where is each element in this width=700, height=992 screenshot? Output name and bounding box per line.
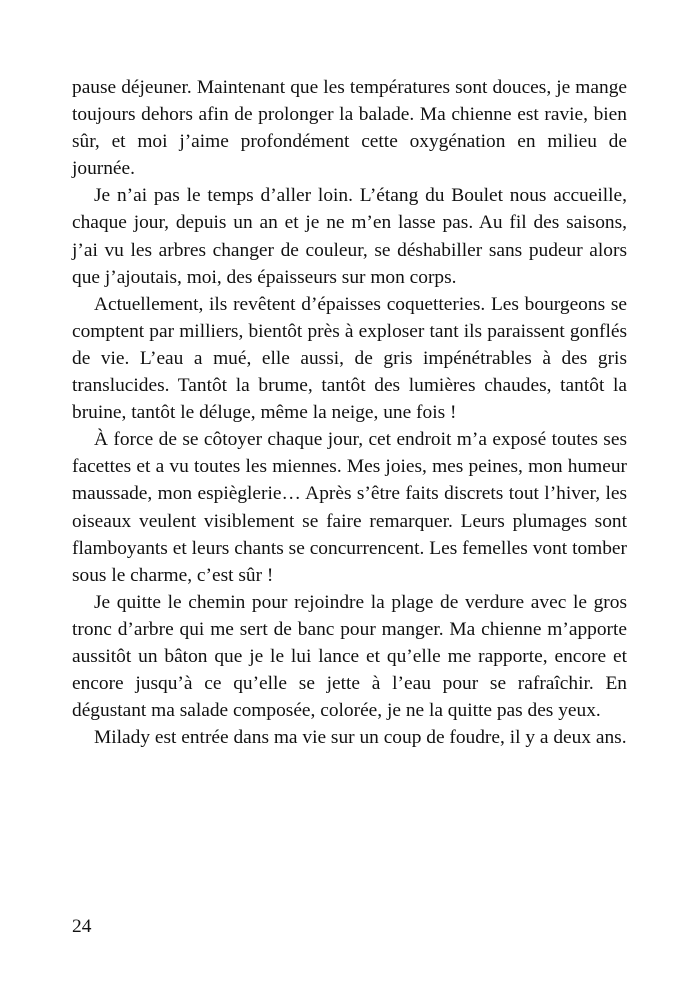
paragraph-4: À force de se côtoyer chaque jour, cet endroit m’a exposé toutes ses facettes et a vu toutes les miennes. Mes joies, mes peines, mon humeur maussade, mon espièglerie… Après s’être faits discrets tout l’hiver, les oiseaux veulent visiblement se faire remarquer. Leurs plumages sont flamboyants et leurs chants se concurrencent. Les femelles vont tomber sous le charme, c’est sûr ! [72, 429, 627, 586]
paragraph-1: pause déjeuner. Maintenant que les températures sont douces, je mange toujours dehors afin de prolonger la balade. Ma chienne est ravie, bien sûr, et moi j’aime profondément cette oxygénation en milieu de journée. [72, 77, 627, 180]
paragraph-6: Milady est entrée dans ma vie sur un coup de foudre, il y a deux ans. [94, 727, 627, 749]
body-text [72, 74, 627, 751]
paragraph-3: Actuellement, ils revêtent d’épaisses coquetteries. Les bourgeons se comptent par milliers, bientôt près à exploser tant ils paraissent gonflés de vie. L’eau a mué, elle aussi, de gris impénétrables à des gris translucides. Tantôt la brume, tantôt des lumières chaudes, tantôt la bruine, tantôt le déluge, même la neige, une fois ! [72, 293, 627, 424]
page-number: 24 [72, 916, 92, 937]
paragraph-2: Je n’ai pas le temps d’aller loin. L’étang du Boulet nous accueille, chaque jour, depuis un an et je ne m’en lasse pas. Au fil des saisons, j’ai vu les arbres changer de couleur, se déshabiller sans pudeur alors que j’ajoutais, moi, des épaisseurs sur mon corps. [72, 185, 627, 288]
paragraph-5: Je quitte le chemin pour rejoindre la plage de verdure avec le gros tronc d’arbre qui me sert de banc pour manger. Ma chienne m’apporte aussitôt un bâton que je le lui lance et qu’elle me rapporte, encore et encore jusqu’à ce qu’elle se jette à l’eau pour se rafraîchir. En dégustant ma salade composée, colorée, je ne la quitte pas des yeux. [72, 591, 627, 722]
